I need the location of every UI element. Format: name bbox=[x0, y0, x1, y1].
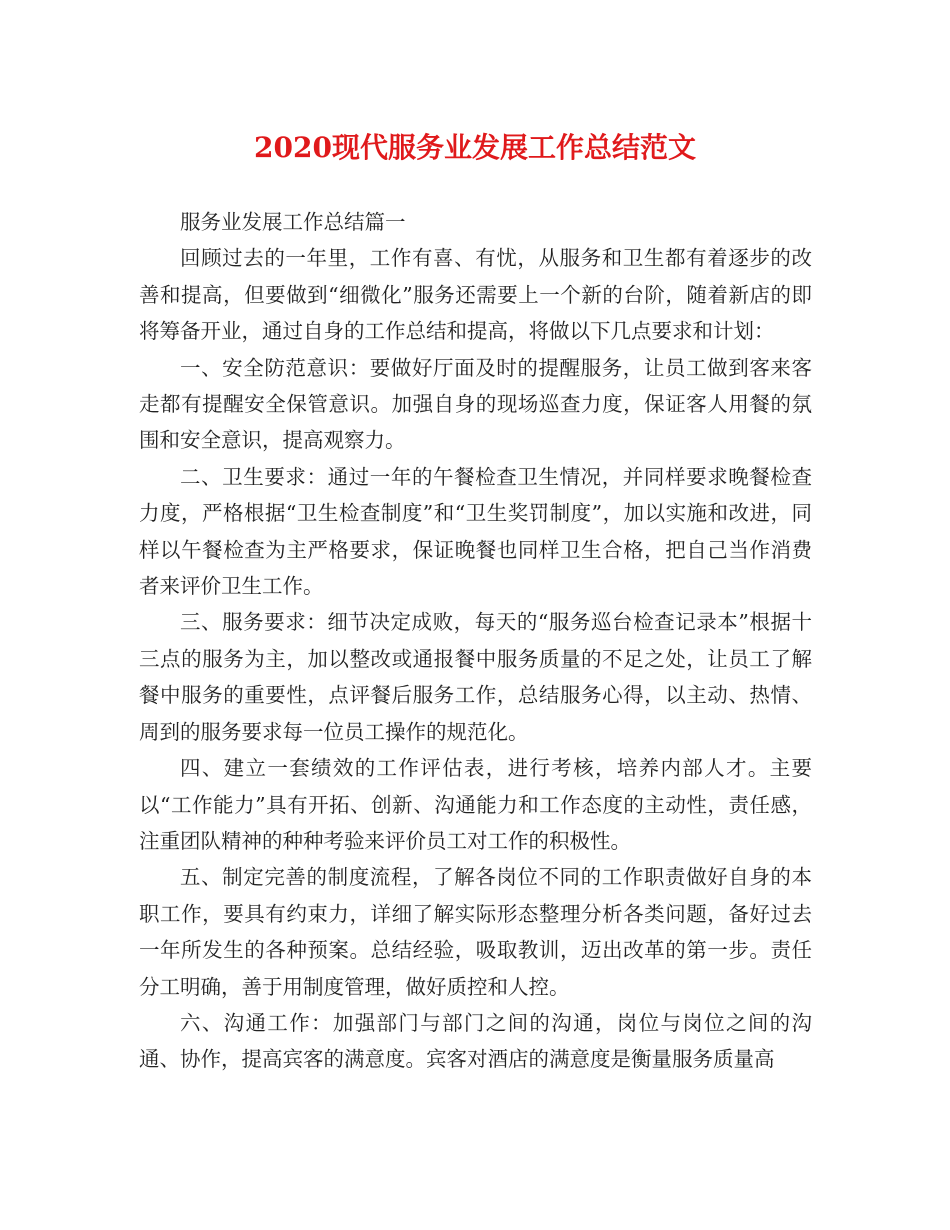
paragraph-process: 五、制定完善的制度流程，了解各岗位不同的工作职责做好自身的本职工作，要具有约束力，详细了解实际形态整理分析各类问题，备好过去一年所发生的各种预案。总结经验，吸取教训，迈出改革的第一步。责任分工明确，善于用制度管理，做好质控和人控。 bbox=[139, 865, 812, 999]
paragraph-service: 三、服务要求：细节决定成败，每天的“服务巡台检查记录本”根据十三点的服务为主，加以整改或通报餐中服务质量的不足之处，让员工了解餐中服务的重要性，点评餐后服务工作，总结服务心得，以主动、热情、周到的服务要求每一位员工操作的规范化。 bbox=[139, 610, 812, 744]
paragraph-evaluation: 四、建立一套绩效的工作评估表，进行考核，培养内部人才。主要以“工作能力”具有开拓、创新、沟通能力和工作态度的主动性，责任感，注重团队精神的种种考验来评价员工对工作的积极性。 bbox=[139, 756, 812, 853]
paragraph-communication: 六、沟通工作：加强部门与部门之间的沟通，岗位与岗位之间的沟通、协作，提高宾客的满意度。宾客对酒店的满意度是衡量服务质量高 bbox=[139, 1010, 812, 1072]
document-body bbox=[139, 204, 812, 1078]
document-title: 2020现代服务业发展工作总结范文 bbox=[254, 131, 696, 164]
paragraph-safety: 一、安全防范意识：要做好厅面及时的提醒服务，让员工做到客来客走都有提醒安全保管意识。加强自身的现场巡查力度，保证客人用餐的氛围和安全意识，提高观察力。 bbox=[139, 355, 812, 453]
intro-paragraph: 回顾过去的一年里，工作有喜、有忧，从服务和卫生都有着逐步的改善和提高，但要做到“细微化”服务还需要上一个新的台阶，随着新店的即将筹备开业，通过自身的工作总结和提高，将做以下几点要求和计划： bbox=[139, 246, 812, 344]
paragraph-hygiene: 二、卫生要求：通过一年的午餐检查卫生情况，并同样要求晚餐检查力度，严格根据“卫生检查制度”和“卫生奖罚制度”，加以实施和改进，同样以午餐检查为主严格要求，保证晚餐也同样卫生合格，把自己当作消费者来评价卫生工作。 bbox=[139, 464, 812, 599]
section-heading: 服务业发展工作总结篇一 bbox=[180, 210, 406, 234]
